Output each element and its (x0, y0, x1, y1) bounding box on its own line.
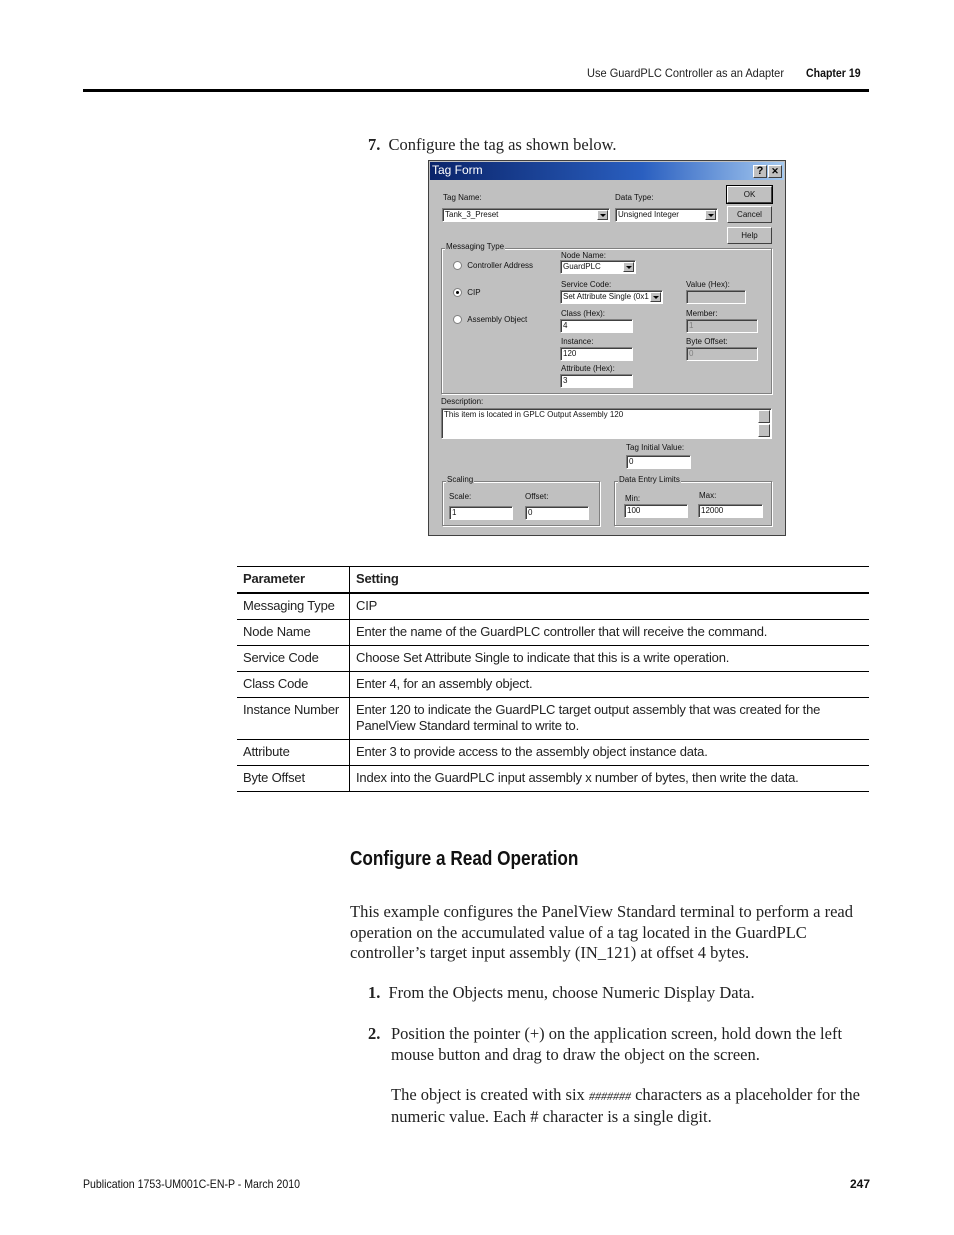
radio-label: CIP (467, 288, 481, 297)
description-value: This item is located in GPLC Output Assembly 120 (444, 410, 624, 419)
step-note (391, 1085, 871, 1127)
chevron-down-icon[interactable] (597, 210, 608, 220)
instance-field[interactable]: 120 (560, 347, 633, 361)
radio-label: Assembly Object (467, 315, 528, 324)
service-code-value: Set Attribute Single (0x1 (563, 292, 649, 301)
setting-cell: Choose Set Attribute Single to indicate that this is a write operation. (350, 646, 870, 672)
step-number: 1. (368, 983, 381, 1002)
byte-offset-label: Byte Offset: (686, 337, 728, 346)
class-hex-field[interactable]: 4 (560, 319, 633, 333)
tag-initial-value-label: Tag Initial Value: (626, 443, 685, 452)
service-code-select[interactable] (560, 290, 663, 304)
tag-form-dialog (428, 160, 786, 536)
tag-name-value: Tank_3_Preset (445, 210, 499, 219)
parameter-cell: Attribute (237, 740, 350, 766)
chevron-down-icon[interactable] (650, 292, 661, 302)
step-number: 2. (368, 1024, 381, 1043)
running-header-chapter: Chapter 19 (806, 66, 861, 80)
publication-info: Publication 1753-UM001C-EN-P - March 2010 (83, 1177, 300, 1191)
parameter-cell: Service Code (237, 646, 350, 672)
parameter-cell: Instance Number (237, 698, 350, 740)
table-row (237, 766, 869, 792)
table-row (237, 646, 869, 672)
parameter-cell: Class Code (237, 672, 350, 698)
table-row (237, 620, 869, 646)
data-type-label: Data Type: (615, 193, 654, 202)
data-type-value: Unsigned Integer (618, 210, 679, 219)
section-heading: Configure a Read Operation (350, 848, 579, 870)
value-hex-label: Value (Hex): (686, 280, 730, 289)
header-rule (83, 89, 869, 92)
node-name-label: Node Name: (561, 251, 606, 260)
step-text: From the Objects menu, choose Numeric Display Data. (388, 983, 755, 1002)
scroll-up-icon[interactable] (758, 410, 770, 423)
table-row (237, 593, 869, 620)
help-button[interactable]: Help (727, 227, 772, 244)
service-code-label: Service Code: (561, 280, 612, 289)
max-field[interactable]: 12000 (698, 504, 763, 518)
parameter-cell: Byte Offset (237, 766, 350, 792)
help-question-icon[interactable]: ? (753, 165, 767, 178)
radio-button[interactable] (453, 261, 462, 270)
radio-cip[interactable] (453, 288, 481, 297)
chevron-down-icon[interactable] (705, 210, 716, 220)
step-text: Configure the tag as shown below. (388, 135, 617, 154)
instance-label: Instance: (561, 337, 594, 346)
radio-button-selected[interactable] (453, 288, 462, 297)
max-label: Max: (699, 491, 717, 500)
step-number: 7. (368, 135, 381, 154)
tag-name-combobox[interactable] (442, 208, 610, 222)
dialog-title: Tag Form (432, 163, 483, 177)
cancel-button[interactable]: Cancel (727, 206, 772, 223)
scale-label: Scale: (449, 492, 472, 501)
section-intro: This example configures the PanelView Standard terminal to perform a read operation on the accumulated value of a tag located in the GuardPLC controller’s target input assembly (IN_121) at offset 4 bytes. (350, 902, 854, 962)
read-step-1 (368, 983, 878, 1004)
offset-label: Offset: (525, 492, 549, 501)
class-hex-label: Class (Hex): (561, 309, 606, 318)
min-field[interactable]: 100 (624, 504, 688, 518)
dialog-titlebar (430, 162, 784, 180)
note-hashes: ####### (588, 1089, 631, 1103)
value-hex-field[interactable] (686, 290, 746, 304)
parameter-table (237, 566, 869, 792)
setting-cell: Index into the GuardPLC input assembly x number of bytes, then write the data. (350, 766, 870, 792)
table-row (237, 740, 869, 766)
table-row (237, 672, 869, 698)
radio-assembly-object[interactable] (453, 315, 527, 324)
node-name-value: GuardPLC (563, 262, 601, 271)
member-label: Member: (686, 309, 718, 318)
page-number: 247 (850, 1177, 871, 1191)
attribute-hex-field[interactable]: 3 (560, 374, 633, 388)
byte-offset-field[interactable]: 0 (686, 347, 758, 361)
scaling-label: Scaling (447, 475, 474, 484)
step-text: Position the pointer (+) on the application screen, hold down the left mouse button and drag to draw the object on the screen. (391, 1024, 843, 1064)
table-header-row (237, 567, 869, 594)
radio-label: Controller Address (467, 261, 534, 270)
note-suffix: characters as a placeholder for the numeric value. Each # character is a single digit. (391, 1085, 860, 1126)
column-header-parameter: Parameter (237, 567, 350, 594)
setting-cell: CIP (350, 593, 870, 620)
scroll-down-icon[interactable] (758, 424, 770, 437)
parameter-cell: Node Name (237, 620, 350, 646)
messaging-type-label: Messaging Type (446, 242, 505, 251)
setting-cell: Enter the name of the GuardPLC controller that will receive the command. (350, 620, 870, 646)
close-icon[interactable]: ✕ (768, 165, 782, 178)
offset-field[interactable]: 0 (525, 506, 589, 520)
tag-name-label: Tag Name: (443, 193, 482, 202)
note-prefix: The object is created with six (391, 1085, 589, 1104)
running-header-title: Use GuardPLC Controller as an Adapter (587, 66, 784, 80)
parameter-cell: Messaging Type (237, 593, 350, 620)
setting-cell: Enter 3 to provide access to the assembly object instance data. (350, 740, 870, 766)
setting-cell: Enter 4, for an assembly object. (350, 672, 870, 698)
column-header-setting: Setting (350, 567, 870, 594)
read-step-2 (368, 1024, 878, 1065)
member-field[interactable]: 1 (686, 319, 758, 333)
step-7 (368, 135, 617, 155)
radio-button[interactable] (453, 315, 462, 324)
chevron-down-icon[interactable] (623, 262, 634, 272)
data-entry-limits-label: Data Entry Limits (619, 475, 680, 484)
description-label: Description: (441, 397, 484, 406)
data-type-select[interactable] (615, 208, 718, 222)
description-textarea[interactable] (441, 408, 772, 439)
attribute-hex-label: Attribute (Hex): (561, 364, 615, 373)
tag-initial-value-field[interactable]: 0 (626, 455, 691, 469)
ok-button[interactable]: OK (727, 186, 772, 203)
radio-controller-address[interactable] (453, 261, 533, 270)
table-row (237, 698, 869, 740)
scale-field[interactable]: 1 (449, 506, 513, 520)
node-name-select[interactable] (560, 260, 636, 274)
setting-cell: Enter 120 to indicate the GuardPLC target output assembly that was created for the PanelView Standard terminal to write to. (350, 698, 870, 740)
min-label: Min: (625, 494, 641, 503)
